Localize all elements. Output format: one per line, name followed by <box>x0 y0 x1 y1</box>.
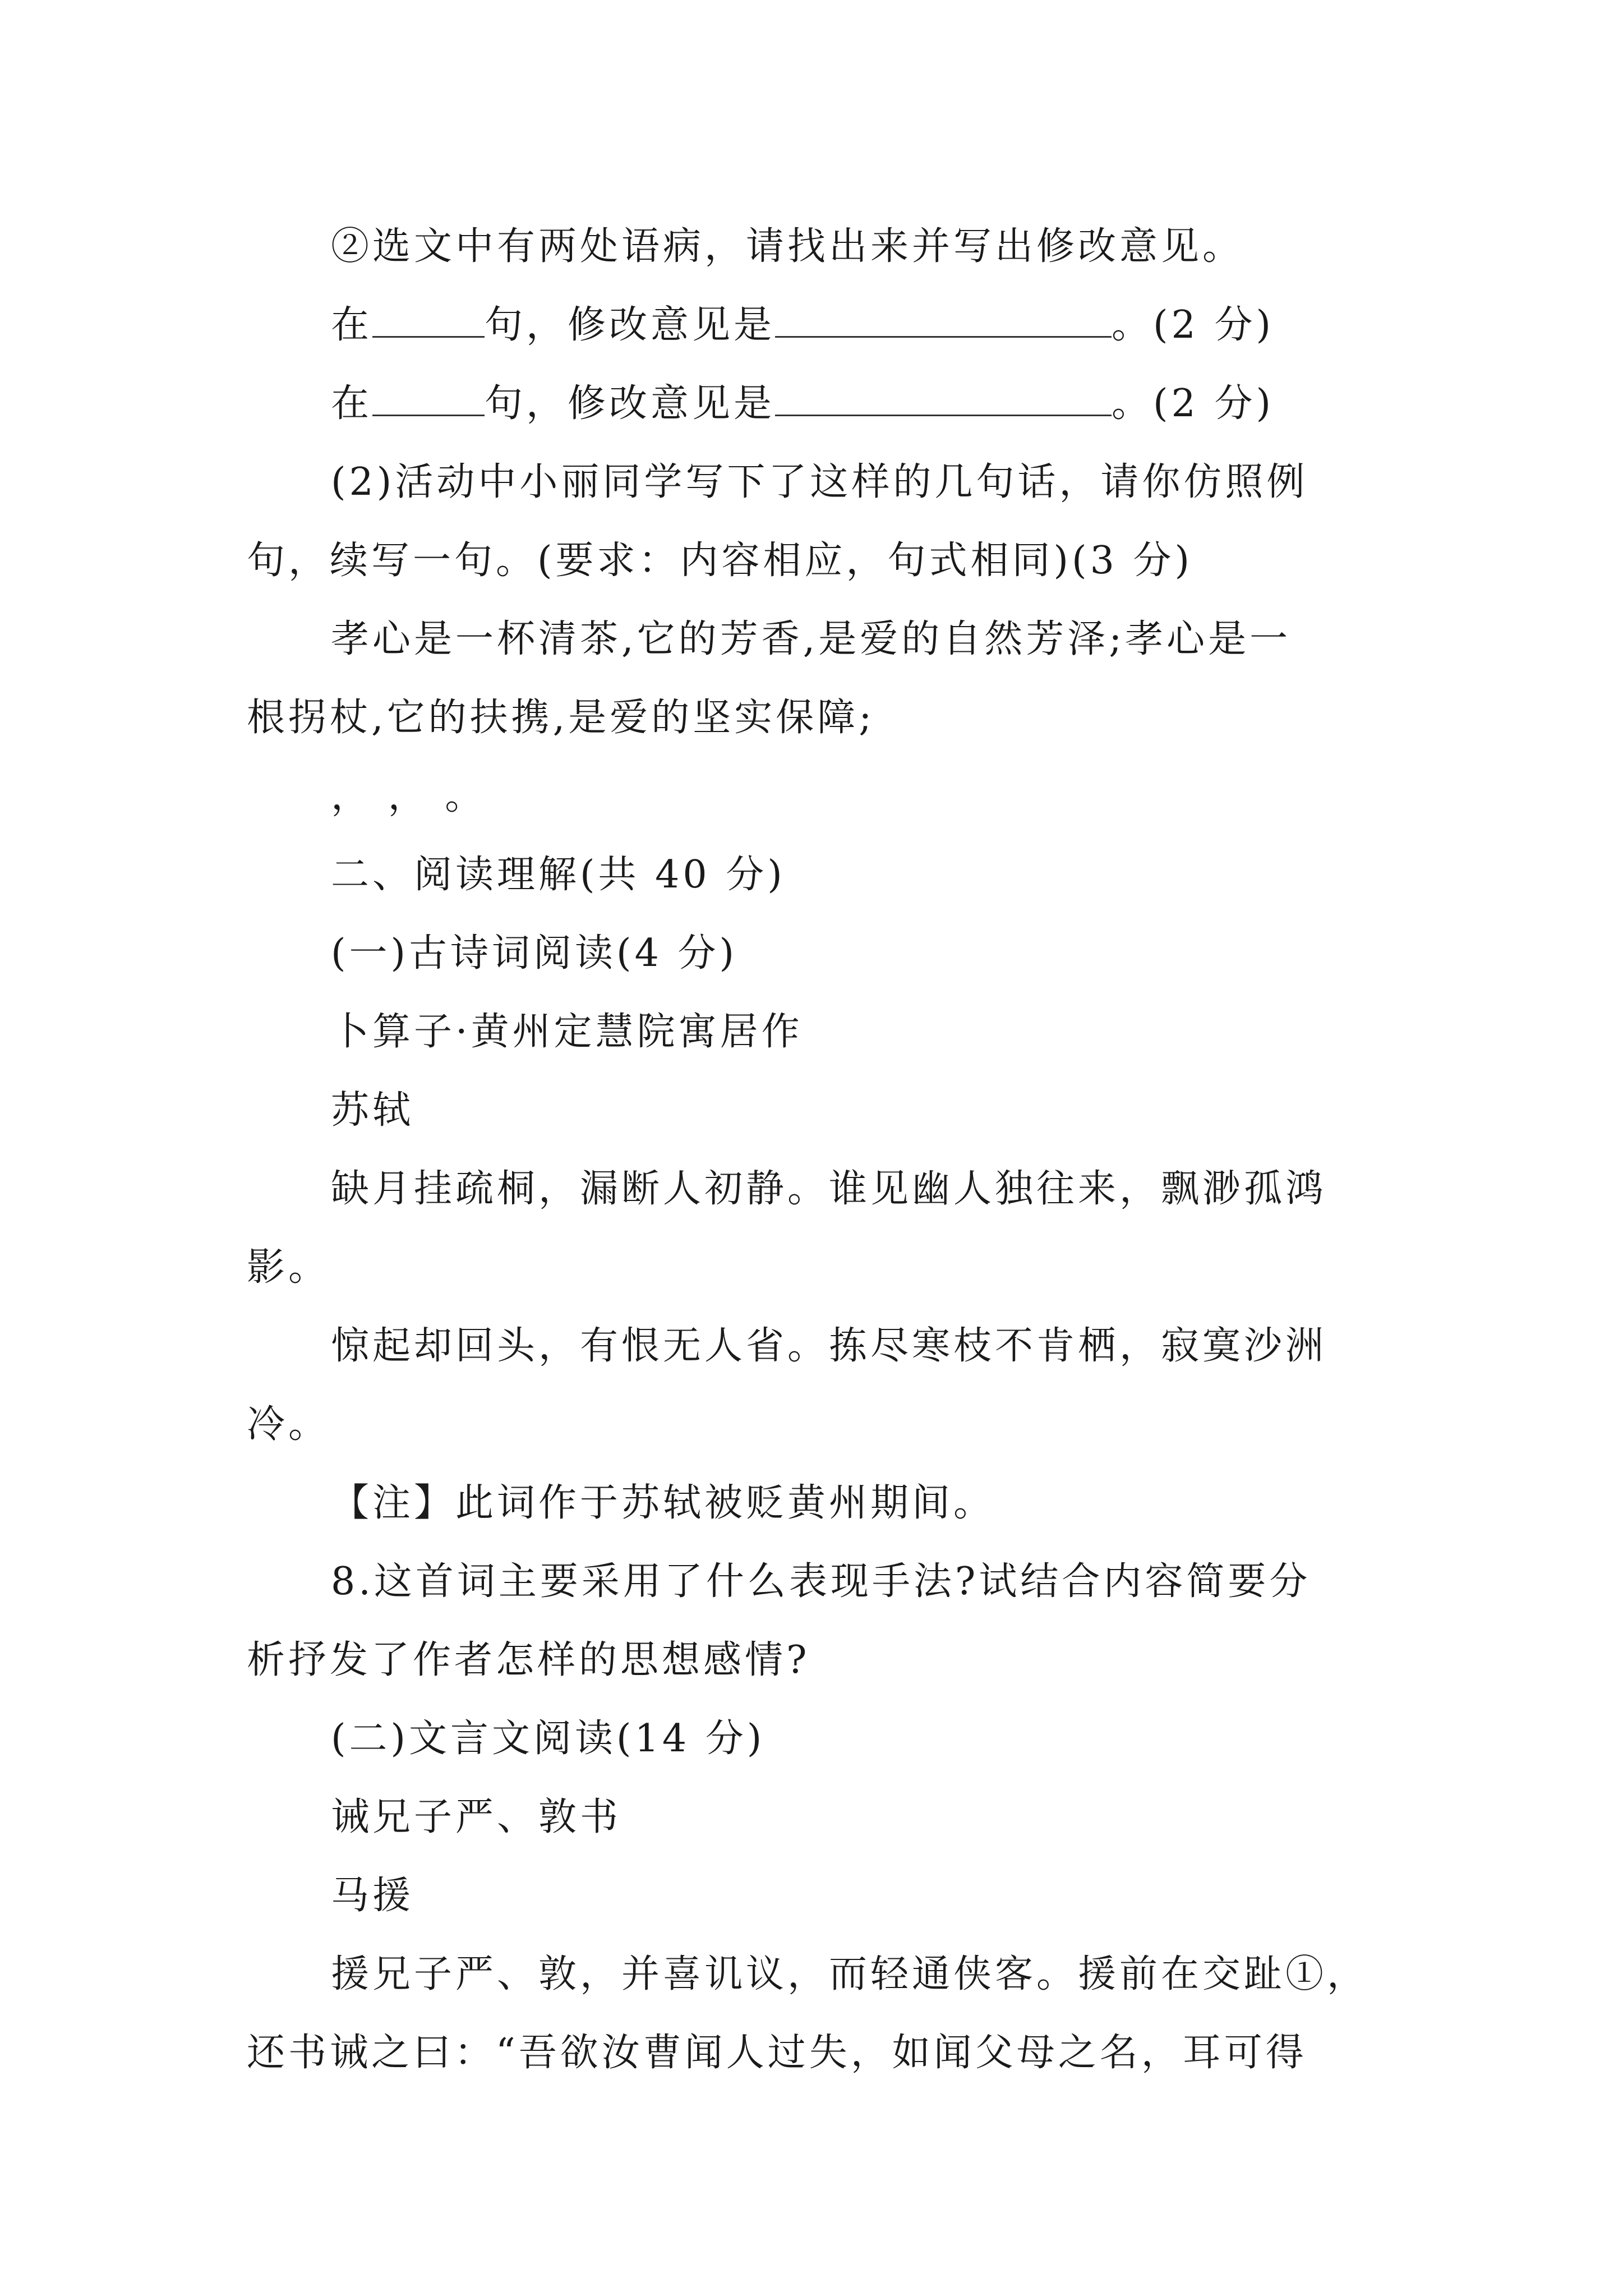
poem-author: 苏轼 <box>331 1088 414 1133</box>
answer-score: 。(2 分) <box>1112 303 1274 347</box>
answer-prefix: 在 <box>331 303 373 347</box>
answer-middle: 句，修改意见是 <box>485 303 776 347</box>
document-page <box>247 208 1391 2092</box>
example-line: 根拐杖,它的扶携,是爱的坚实保障; <box>247 696 875 740</box>
answer-blank[interactable] <box>775 302 1112 338</box>
answer-prefix: 在 <box>331 381 373 426</box>
section-heading: 二、阅读理解(共 40 分) <box>331 853 786 897</box>
text-author: 马援 <box>331 1874 414 1918</box>
answer-blank[interactable] <box>372 302 485 338</box>
poem-line: 惊起却回头，有恨无人省。拣尽寒枝不肯栖，寂寞沙洲 <box>331 1324 1327 1368</box>
text-body-line: 还书诫之曰：“吾欲汝曹闻人过失，如闻父母之名，耳可得 <box>247 2031 1307 2075</box>
question-line: 析抒发了作者怎样的思想感情? <box>247 1638 810 1682</box>
poem-line: 缺月挂疏桐，漏断人初静。谁见幽人独往来，飘渺孤鸿 <box>331 1167 1327 1211</box>
answer-middle: 句，修改意见是 <box>485 381 776 426</box>
answer-line <box>247 286 1391 365</box>
question-line: ②选文中有两处语病，请找出来并写出修改意见。 <box>331 224 1244 269</box>
answer-blank[interactable] <box>775 381 1112 416</box>
poem-line: 影。 <box>247 1245 330 1290</box>
question-line: 8.这首词主要采用了什么表现手法?试结合内容简要分 <box>331 1559 1311 1604</box>
text-body-line: 援兄子严、敦，并喜讥议，而轻通侠客。援前在交趾①， <box>331 1952 1369 1996</box>
poem-note: 【注】此词作于苏轼被贬黄州期间。 <box>331 1481 995 1525</box>
poem-title: 卜算子·黄州定慧院寓居作 <box>331 1010 803 1054</box>
answer-score: 。(2 分) <box>1112 381 1274 426</box>
example-line: 孝心是一杯清茶,它的芳香,是爱的自然芳泽;孝心是一 <box>331 617 1292 661</box>
fill-line: ， ， 。 <box>331 774 487 818</box>
question-line: 句，续写一句。(要求：内容相应，句式相同)(3 分) <box>247 539 1193 583</box>
text-title: 诫兄子严、敦书 <box>331 1795 622 1839</box>
answer-line <box>247 365 1391 443</box>
subsection-heading: (一)古诗词阅读(4 分) <box>331 931 737 976</box>
poem-line: 冷。 <box>247 1402 330 1447</box>
subsection-heading: (二)文言文阅读(14 分) <box>331 1717 766 1761</box>
answer-blank[interactable] <box>372 381 485 416</box>
question-line: (2)活动中小丽同学写下了这样的几句话，请你仿照例 <box>331 460 1308 504</box>
